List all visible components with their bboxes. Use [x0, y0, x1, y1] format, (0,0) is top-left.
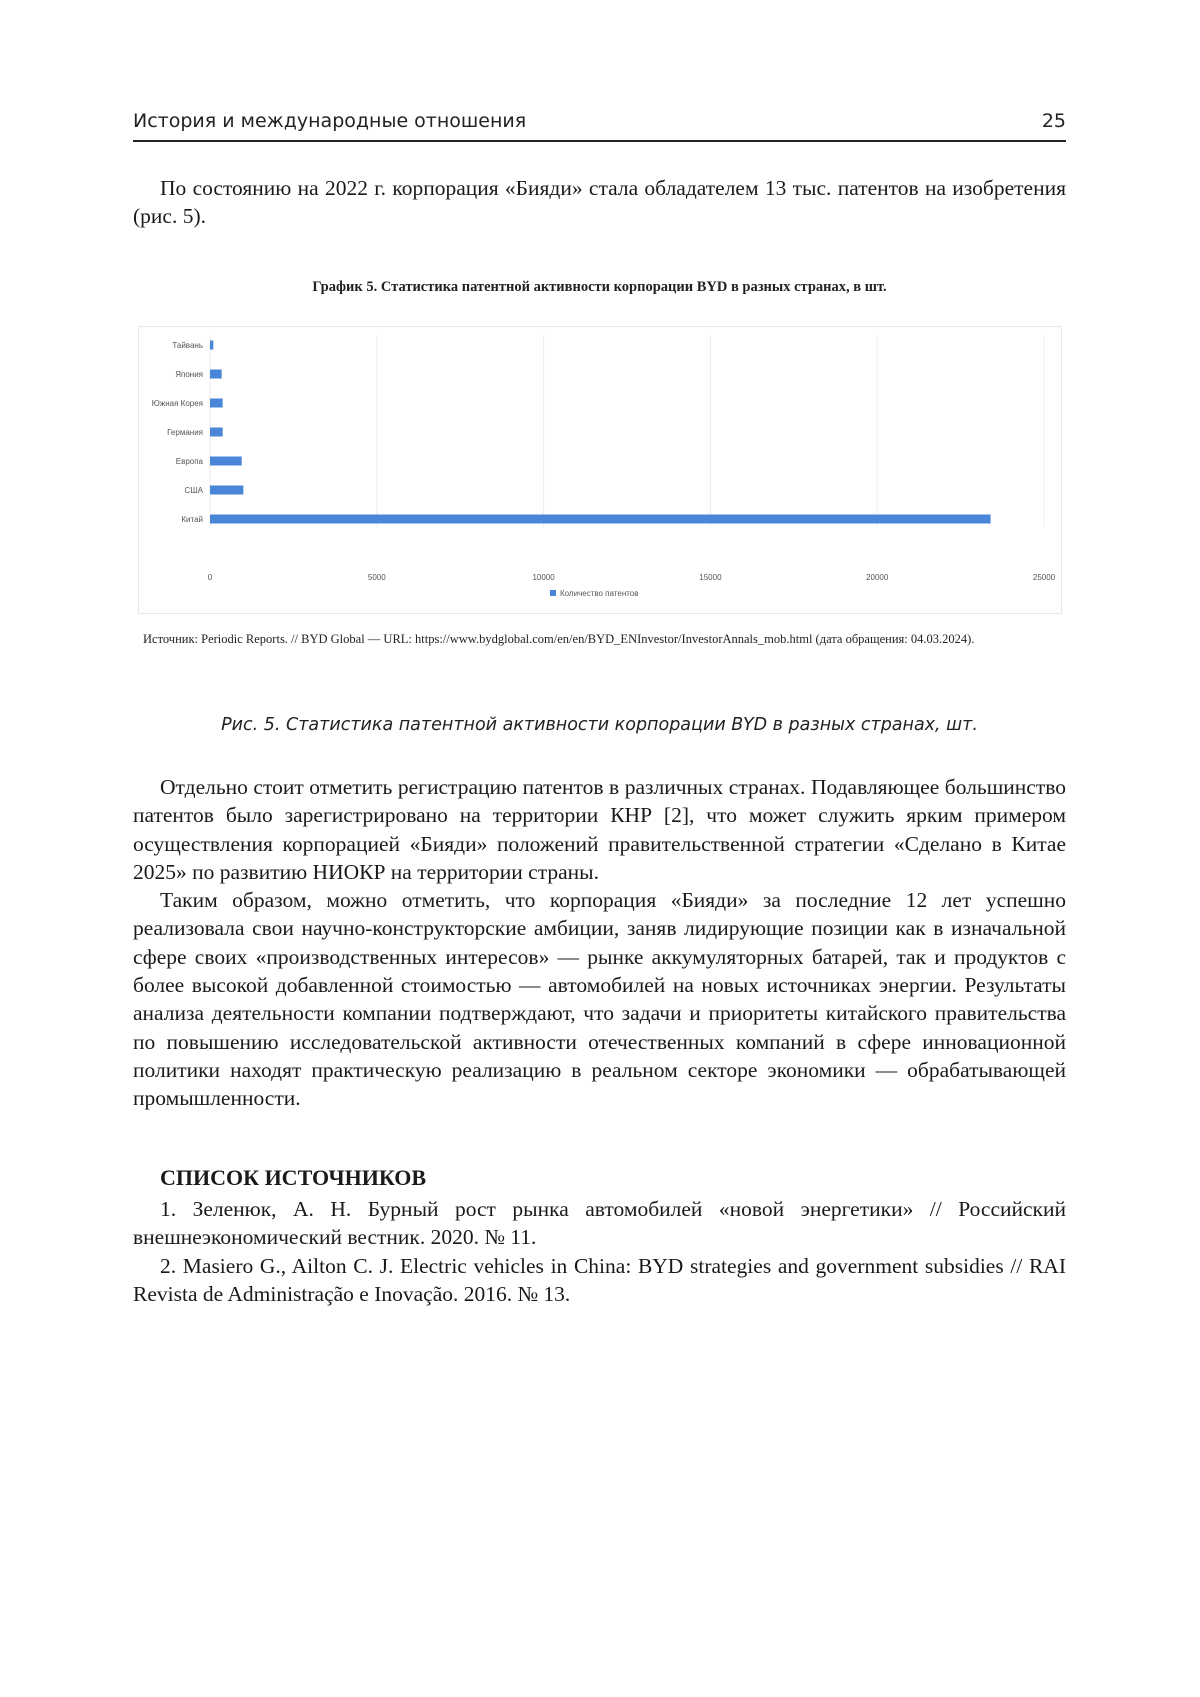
figure-source: Источник: Periodic Reports. // BYD Global — URL: https://www.bydglobal.com/en/en/BYD_ENInvestor/InvestorAnnals_mob.html (дата обращения: 04.03.2024). — [143, 632, 975, 646]
running-header — [133, 110, 1066, 142]
x-tick-label: 25000 — [1032, 573, 1056, 582]
bar — [210, 341, 213, 350]
x-tick-label: 5000 — [367, 573, 386, 582]
x-tick-label: 15000 — [699, 573, 722, 582]
category-label: США — [184, 486, 203, 495]
bar — [210, 457, 242, 466]
chart-svg — [139, 327, 1061, 613]
bar — [210, 486, 243, 495]
reference-item: 2. Masiero G., Ailton C. J. Electric vehicles in China: BYD strategies and government subsidies // RAI Revista de Administração e Inovação. 2016. № 13. — [133, 1253, 1066, 1306]
category-label: Германия — [167, 428, 203, 437]
bar-chart — [138, 326, 1062, 614]
page-number: 25 — [1041, 110, 1066, 132]
x-tick-label: 10000 — [532, 573, 555, 582]
bar — [210, 399, 223, 408]
category-label: Китай — [181, 515, 203, 524]
intro-paragraph: По состоянию на 2022 г. корпорация «Бияди» стала обладателем 13 тыс. патентов на изобретения (рис. 5). — [133, 176, 1066, 229]
main-text — [133, 773, 1066, 1113]
category-label: Тайвань — [172, 341, 203, 350]
category-label: Япония — [175, 370, 203, 379]
x-tick-label: 20000 — [866, 573, 889, 582]
legend-label: Количество патентов — [560, 589, 639, 598]
category-label: Южная Корея — [151, 399, 203, 408]
reference-item: 1. Зеленюк, А. Н. Бурный рост рынка автомобилей «новой энергетики» // Российский внешнеэкономический вестник. 2020. № 11. — [133, 1197, 1066, 1250]
figure-title: График 5. Статистика патентной активности корпорации BYD в разных странах, в шт. — [312, 279, 887, 295]
journal-section: История и международные отношения — [133, 110, 527, 132]
bar — [210, 370, 222, 379]
paragraph: Таким образом, можно отметить, что корпорация «Бияди» за последние 12 лет успешно реализовала свои научно-конструкторские амбиции, заняв лидирующие позиции как в изначальной сфере своих «производственных интересов» — рынке аккумуляторных батарей, так и продуктов с более высокой добавленной стоимостью — автомобилей на новых источниках энергии. Результаты анализа деятельности компании подтверждают, что задачи и приоритеты китайского правительства по повышению исследовательской активности отечественных компаний в сфере инновационной политики находят практическую реализацию в реальном секторе экономики — обрабатывающей промышленности. — [133, 888, 1066, 1111]
bar — [210, 428, 223, 437]
figure-caption: Рис. 5. Статистика патентной активности корпорации BYD в разных странах, шт. — [221, 715, 978, 735]
category-label: Европа — [175, 457, 203, 466]
legend-swatch — [550, 590, 556, 596]
bar — [210, 515, 991, 524]
references-heading: СПИСОК ИСТОЧНИКОВ — [160, 1165, 427, 1190]
x-tick-label: 0 — [207, 573, 213, 582]
paragraph: Отдельно стоит отметить регистрацию патентов в различных странах. Подавляющее большинство патентов было зарегистрировано на территории КНР [2], что может служить ярким примером осуществления корпорацией «Бияди» положений правительственной стратегии «Сделано в Китае 2025» по развитию НИОКР на территории страны. — [133, 775, 1066, 884]
references-list — [133, 1195, 1066, 1308]
